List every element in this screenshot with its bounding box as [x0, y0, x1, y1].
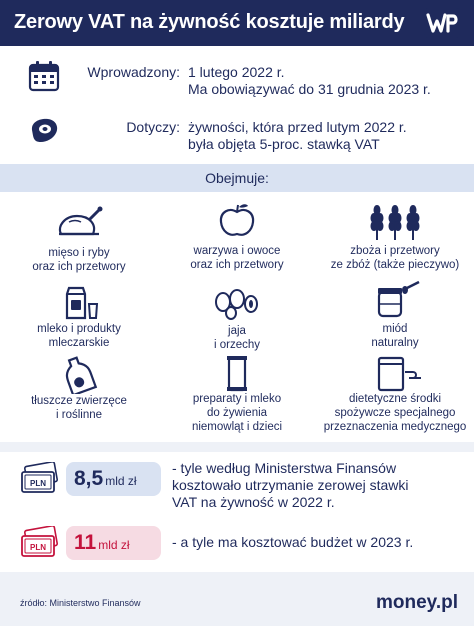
- category-line: dietetyczne środki: [348, 393, 442, 405]
- category-line: jaja: [228, 325, 246, 337]
- pln-banknotes-icon: [18, 462, 60, 496]
- roast-chicken-icon: [49, 204, 109, 244]
- category-line: naturalny: [371, 337, 419, 349]
- category-line: oraz ich przetwory: [32, 261, 126, 273]
- category-line: spożywcze specjalnego: [334, 407, 456, 419]
- category-line: mleczarskie: [48, 337, 110, 349]
- category-line: preparaty i mleko: [192, 393, 282, 405]
- header-bar: [0, 0, 474, 46]
- info-panel: [0, 46, 474, 164]
- milk-carton-icon: [49, 280, 109, 320]
- category-line: niemowląt i dzieci: [191, 421, 283, 433]
- banknote-text: PLN: [30, 479, 46, 488]
- category-line: oraz ich przetwory: [190, 259, 284, 271]
- valid-until: Ma obowiązywać do 31 grudnia 2023 r.: [188, 81, 431, 97]
- category-line: przeznaczenia medycznego: [323, 421, 467, 433]
- stat-value: 8,5: [74, 467, 104, 490]
- concerns-label: Dotyczy:: [126, 119, 180, 135]
- category-line: ze zbóż (także pieczywo): [330, 259, 460, 271]
- source-note: źródło: Ministerstwo Finansów: [20, 598, 141, 608]
- footer: [0, 588, 474, 626]
- banknote-text: PLN: [30, 543, 46, 552]
- category-line: do żywienia: [206, 407, 268, 419]
- steak-icon: [28, 116, 60, 146]
- stat-line: kosztowało utrzymanie zerowej stawki: [172, 477, 409, 493]
- stat-badge: [66, 462, 161, 496]
- stat-unit: mld zł: [98, 538, 130, 552]
- concerns-line-2: była objęta 5-proc. stawką VAT: [188, 136, 380, 152]
- stat-description: [172, 460, 409, 511]
- dietary-food-icon: [365, 352, 425, 392]
- stat-badge: [66, 526, 161, 560]
- category-line: miód: [382, 323, 408, 335]
- stat-line: - a tyle ma kosztować budżet w 2023 r.: [172, 534, 414, 550]
- category-line: warzywa i owoce: [193, 245, 281, 257]
- concerns-value: [188, 119, 407, 153]
- stat-unit: mld zł: [105, 474, 137, 488]
- category-grid: [0, 192, 474, 442]
- concerns-line-1: żywności, która przed lutym 2022 r.: [188, 119, 407, 135]
- category-line: mięso i ryby: [48, 247, 110, 259]
- wheat-icon: [365, 202, 425, 242]
- category-line: mleko i produkty: [37, 323, 121, 335]
- introduced-label: Wprowadzony:: [87, 64, 180, 80]
- calendar-icon: [28, 60, 60, 92]
- money-pl-logo: money.pl: [376, 592, 458, 613]
- category-line: tłuszcze zwierzęce: [31, 395, 127, 407]
- cost-stats: [0, 452, 474, 572]
- stat-value: 11: [74, 531, 97, 554]
- page-title: Zerowy VAT na żywność kosztuje miliardy: [14, 11, 405, 33]
- covers-label: Obejmuje:: [205, 170, 269, 186]
- apple-icon: [207, 200, 267, 240]
- wp-logo-icon: [424, 8, 460, 38]
- introduced-date: 1 lutego 2022 r.: [188, 64, 285, 80]
- stat-line: - tyle według Ministerstwa Finansów: [172, 460, 397, 476]
- category-line: zboża i przetwory: [350, 245, 440, 257]
- covers-band: [0, 164, 474, 192]
- stat-line: VAT na żywność w 2022 r.: [172, 494, 335, 510]
- infant-formula-icon: [207, 352, 267, 392]
- eggs-nuts-icon: [207, 282, 267, 322]
- pln-banknotes-icon: [18, 526, 60, 560]
- category-line: i orzechy: [213, 339, 261, 351]
- category-line: i roślinne: [55, 409, 103, 421]
- introduced-value: [188, 64, 431, 98]
- oil-bottle-icon: [49, 354, 109, 394]
- honey-jar-icon: [365, 278, 425, 318]
- stat-description: [172, 534, 413, 551]
